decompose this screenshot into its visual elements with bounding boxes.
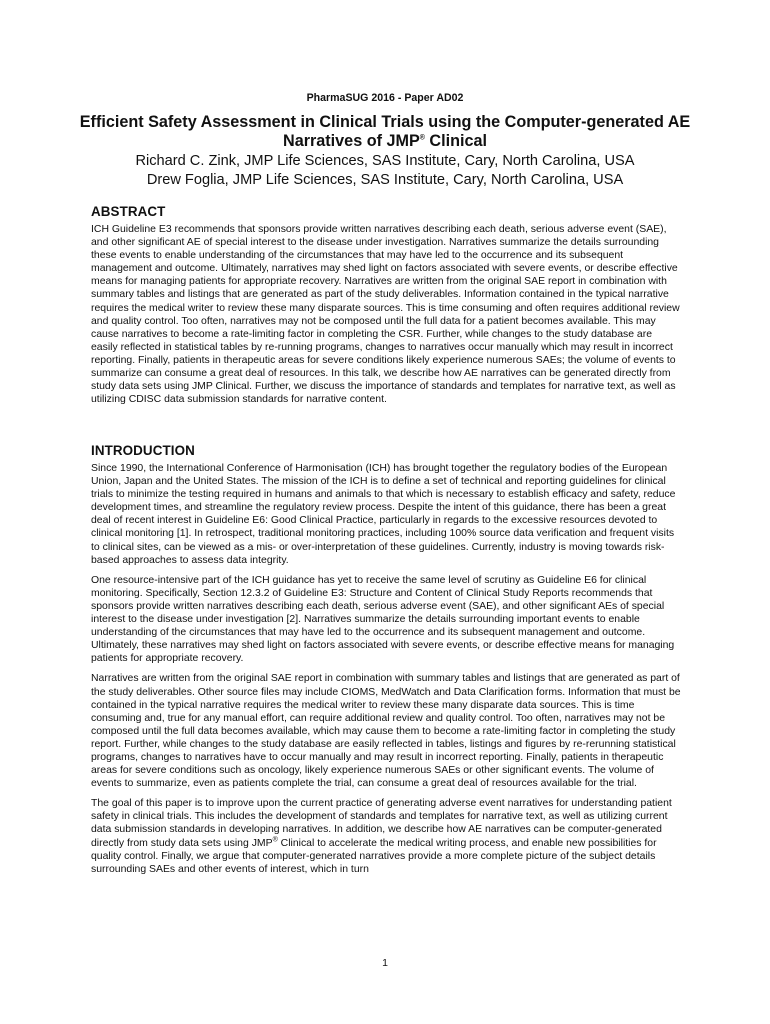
title-main: Efficient Safety Assessment in Clinical Trials using the Computer-generated AE Narratives of JMP [79, 113, 691, 150]
author-1: Richard C. Zink, JMP Life Sciences, SAS Institute, Cary, North Carolina, USA [135, 153, 635, 169]
introduction-heading: INTRODUCTION [91, 443, 195, 458]
authors [60, 152, 710, 190]
introduction-section [91, 443, 681, 876]
abstract-heading: ABSTRACT [91, 204, 166, 219]
intro-paragraph-4 [91, 797, 681, 876]
author-2: Drew Foglia, JMP Life Sciences, SAS Institute, Cary, North Carolina, USA [146, 172, 624, 188]
registered-mark: ® [419, 134, 425, 142]
intro-paragraph-4-start: The goal of this paper is to improve upon the current practice of generating adverse event narratives for understanding patient safety in clinical trials. This includes the development of standards and templates for narrative text, as well as utilizing current data submission standards in developing narratives. In addition, we describe how AE narratives can be computer-generated directly from study data sets using JMP [91, 798, 672, 849]
title-suffix: Clinical [424, 132, 487, 150]
paper-id: PharmaSUG 2016 - Paper AD02 [306, 92, 464, 104]
paper-title [60, 113, 710, 151]
abstract-text: ICH Guideline E3 recommends that sponsors provide written narratives describing each death, serious adverse event (SAE), and other significant AE of special interest to the disease under investigation. Narratives summarize the details surrounding these events to enable understanding of the circumstances that may have led to the occurrence and its subsequent management and outcome. Ultimately, narratives may shed light on factors associated with severe events, or describe effective means for managing patients for appropriate recovery. Narratives are written from the original SAE report in combination with summary tables and listings that are generated as part of the study deliverables. Information contained in the typical narrative requires the medical writer to review these many disparate sources. This is time consuming and often requires additional review and quality control. Too often, narratives may not be composed until the full data for a patient becomes available. This may cause narratives to become a rate-limiting factor in completing the CSR. Further, while changes to the study database are easily reflected in statistical tables by re-running programs, changes to narratives occur manually which may result in incorrect reporting. Finally, patients in therapeutic areas for severe conditions likely experience numerous SAEs; the volume of events to summarize can consume a great deal of resources. In this talk, we describe how AE narratives can be generated directly from study data sets using JMP Clinical. Further, we discuss the importance of standards and templates for narrative text, as well as utilizing CDISC data submission standards for narrative content. [91, 224, 680, 406]
intro-paragraph-1: Since 1990, the International Conference of Harmonisation (ICH) has brought together the regulatory bodies of the European Union, Japan and the United States. The mission of the ICH is to define a set of technical and reporting guidelines for clinical trials to minimize the testing required in humans and animals to that which is necessary to establish efficacy and safety, reduce development times, and streamline the regulatory review process. Despite the intent of this guidance, there has been a great deal of recent interest in Guideline E6: Good Clinical Practice, particularly in regards to the excessive resources devoted to clinical monitoring [1]. In retrospect, traditional monitoring practices, including 100% source data verification and frequent visits to clinical sites, can be viewed as a mis- or over-interpretation of these guidelines. Currently, industry is moving towards risk-based approaches to assess data integrity. [91, 463, 676, 566]
abstract-section [91, 204, 681, 406]
intro-paragraph-3: Narratives are written from the original SAE report in combination with summary tables and listings that are generated as part of the study deliverables. Other source files may include CIOMS, MedWatch and Data Clarification forms. Information that must be contained in the typical narrative requires the medical writer to review these many disparate data sources. This is time consuming and, true for any manual effort, can require additional review and quality control. Too often, narratives may not be composed until the full data becomes available, which may cause them to become a rate-limiting factor in completing the study report. Further, while changes to the study database are easily reflected in tables, listings and figures by re-rerunning statistical programs, changes to narratives have to occur manually and may result in incorrect reporting. Finally, patients in therapeutic areas for severe conditions such as oncology, likely experience numerous SAEs or other significant events. The volume of events to summarize, even as patients complete the trial, can consume a great deal of resources available for the trial. [91, 673, 681, 790]
intro-paragraph-2: One resource-intensive part of the ICH guidance has yet to receive the same level of scrutiny as Guideline E6 for clinical monitoring. Specifically, Section 12.3.2 of Guideline E3: Structure and Content of Clinical Study Reports recommends that sponsors provide written narratives describing each death, serious adverse event (SAE), and other significant AEs of special interest to the disease under investigation [2]. Narratives summarize the details surrounding important events to enable understanding of the circumstances that may have led to the occurrence and its subsequent management and outcome. Ultimately, these narratives may shed light on factors associated with severe events, or describe effective means for managing patients for appropriate recovery. [91, 574, 675, 665]
registered-mark: ® [272, 836, 278, 844]
intro-paragraph-4-end: Clinical to accelerate the medical writing process, and enable new possibilities for quality control. Finally, we argue that computer-generated narratives provide a more complete picture of the subject details surrounding SAEs and other events of interest, which in turn [91, 837, 657, 875]
page-number: 1 [382, 957, 388, 969]
